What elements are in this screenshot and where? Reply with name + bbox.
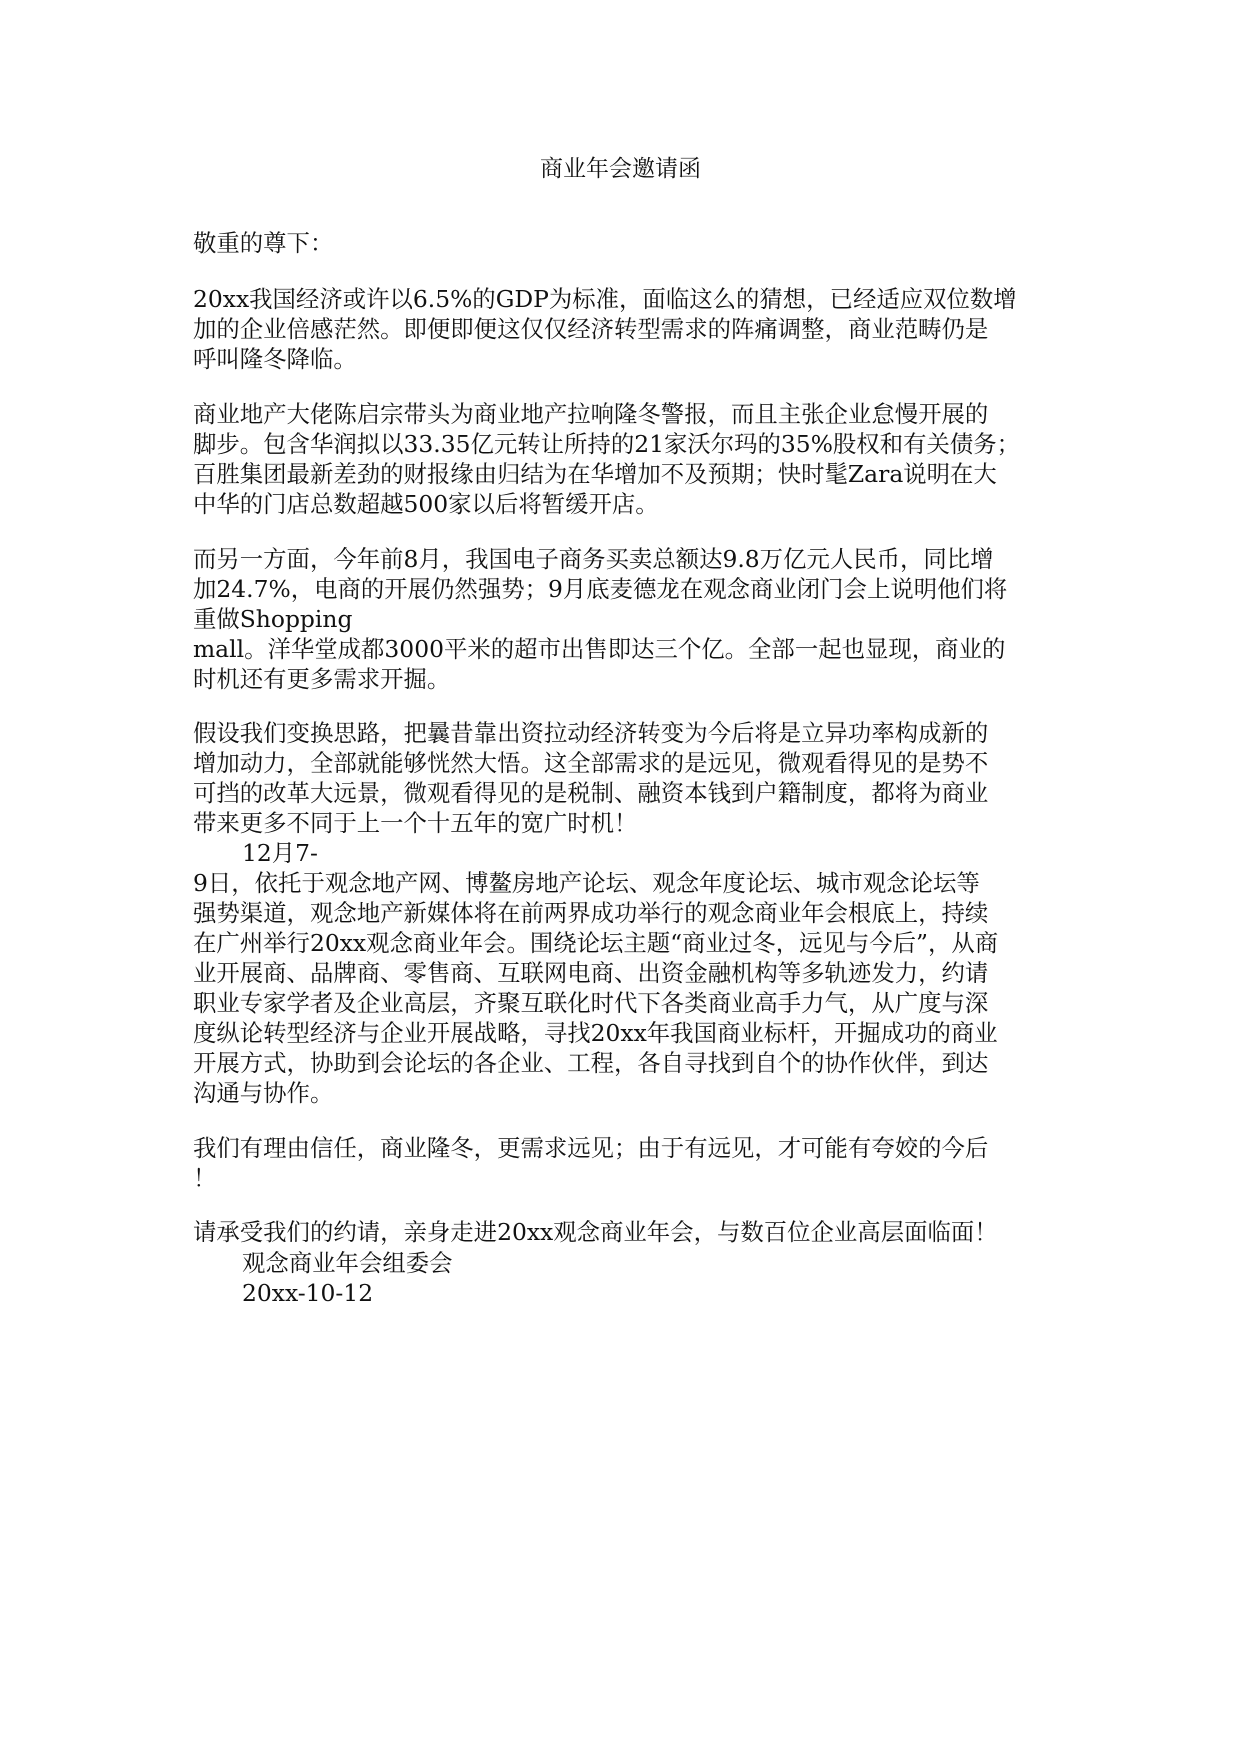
paragraph-line: 商业地产大佬陈启宗带头为商业地产拉响隆冬警报，而且主张企业怠慢开展的 (193, 400, 989, 428)
paragraph-line: 加24.7%，电商的开展仍然强势；9月底麦德龙在观念商业闭门会上说明他们将 (193, 575, 1008, 603)
paragraph-line: ！ (193, 1164, 217, 1192)
paragraph-line: 开展方式，协助到会论坛的各企业、工程，各自寻找到自个的协作伙伴，到达 (193, 1049, 989, 1077)
paragraph-line: 中华的门店总数超越500家以后将暂缓开店。 (193, 490, 659, 518)
paragraph-line: 时机还有更多需求开掘。 (193, 665, 451, 693)
paragraph-line: 可挡的改革大远景，微观看得见的是税制、融资本钱到户籍制度，都将为商业 (193, 779, 989, 807)
date: 20xx-10-12 (242, 1279, 374, 1307)
paragraph-line: mall。洋华堂成都3000平米的超市出售即达三个亿。全部一起也显现，商业的 (193, 635, 1006, 663)
paragraph-line: 增加动力，全部就能够恍然大悟。这全部需求的是远见，微观看得见的是势不 (193, 749, 989, 777)
paragraph-line: 而另一方面，今年前8月，我国电子商务买卖总额达9.8万亿元人民币，同比增 (193, 545, 994, 573)
paragraph-line: 脚步。包含华润拟以33.35亿元转让所持的21家沃尔玛的35%股权和有关债务； (193, 430, 1021, 458)
paragraph-7: 请承受我们的约请，亲身走进20xx观念商业年会，与数百位企业高层面临面！ (193, 1218, 998, 1246)
signature: 观念商业年会组委会 (242, 1249, 453, 1277)
paragraph-line: 加的企业倍感茫然。即便即便这仅仅经济转型需求的阵痛调整，商业范畴仍是 (193, 315, 989, 343)
salutation: 敬重的尊下： (193, 229, 334, 257)
paragraph-line: 强势渠道，观念地产新媒体将在前两界成功举行的观念商业年会根底上，持续 (193, 899, 989, 927)
paragraph-line: 20xx我国经济或许以6.5%的GDP为标准，面临这么的猜想，已经适应双位数增 (193, 285, 1017, 313)
paragraph-line: 沟通与协作。 (193, 1079, 334, 1107)
paragraph-line: 假设我们变换思路，把曩昔靠出资拉动经济转变为今后将是立异功率构成新的 (193, 719, 989, 747)
paragraph-line: 我们有理由信任，商业隆冬，更需求远见；由于有远见，才可能有夸姣的今后 (193, 1134, 989, 1162)
paragraph-line: 在广州举行20xx观念商业年会。围绕论坛主题“商业过冬，远见与今后”，从商 (193, 929, 999, 957)
paragraph-line: 重做Shopping (193, 605, 353, 633)
paragraph-line: 百胜集团最新差劲的财报缘由归结为在华增加不及预期；快时髦Zara说明在大 (193, 460, 997, 488)
document-title: 商业年会邀请函 (540, 156, 701, 182)
paragraph-line: 职业专家学者及企业高层，齐聚互联化时代下各类商业高手力气，从广度与深 (193, 989, 989, 1017)
paragraph-line: 度纵论转型经济与企业开展战略，寻找20xx年我国商业标杆，开掘成功的商业 (193, 1019, 998, 1047)
paragraph-line: 呼叫隆冬降临。 (193, 345, 357, 373)
paragraph-line: 带来更多不同于上一个十五年的宽广时机！ (193, 809, 638, 837)
paragraph-line: 12月7- (242, 839, 318, 867)
paragraph-line: 业开展商、品牌商、零售商、互联网电商、出资金融机构等多轨迹发力，约请 (193, 959, 989, 987)
paragraph-line: 9日，依托于观念地产网、博鳌房地产论坛、观念年度论坛、城市观念论坛等 (193, 869, 980, 897)
